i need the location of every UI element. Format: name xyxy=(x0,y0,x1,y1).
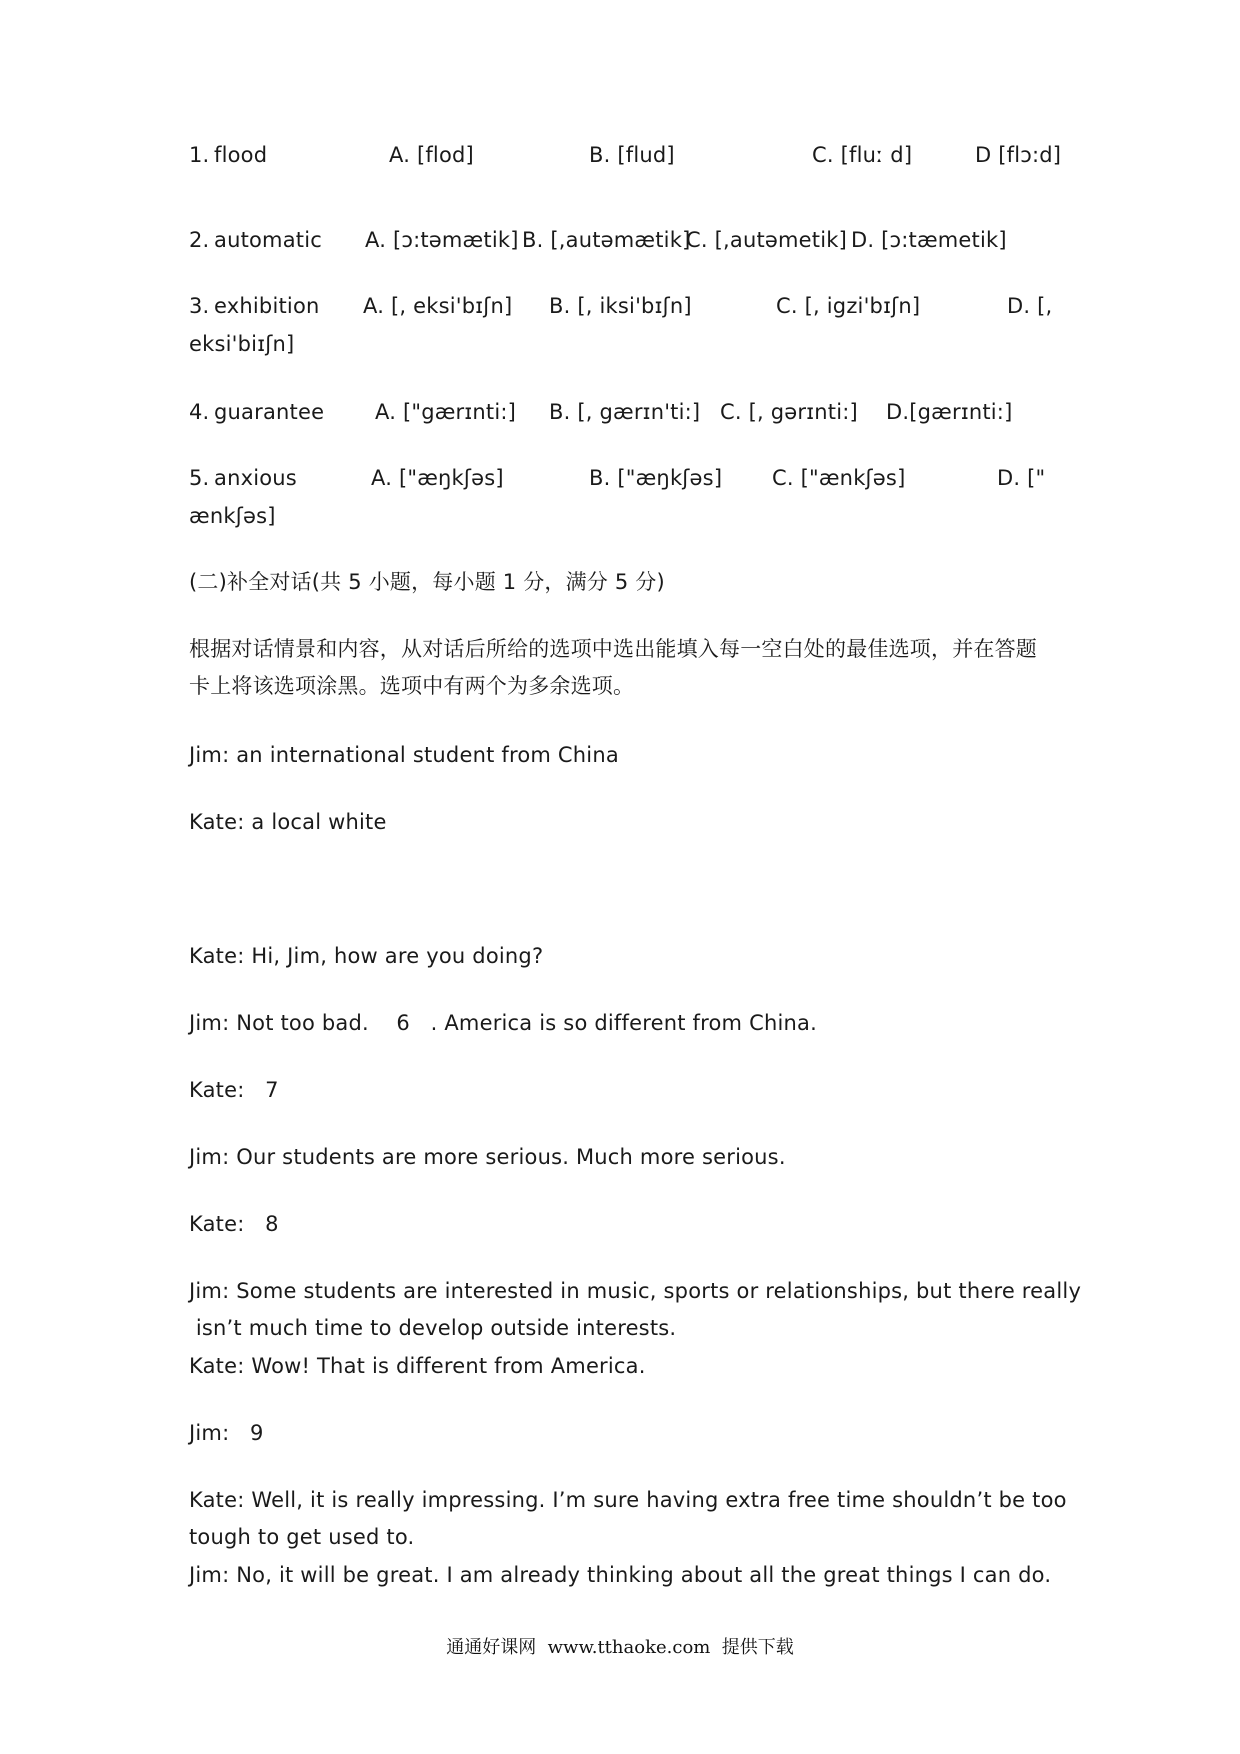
dialogue-line: Kate: 7 xyxy=(189,1078,279,1102)
option-b: B. [, iksi'bɪʃn] xyxy=(549,294,692,318)
question-number: 4. xyxy=(189,400,210,424)
option-a: A. ["æŋkʃəs] xyxy=(371,466,504,490)
option-b: B. [,autəmætik] xyxy=(522,228,691,252)
role-jim: Jim: an international student from China xyxy=(189,743,619,767)
option-c: C. [,autəmetik] xyxy=(686,228,848,252)
option-c: C. ["ænkʃəs] xyxy=(772,466,906,490)
option-a: A. [flod] xyxy=(389,143,474,167)
option-b: B. ["æŋkʃəs] xyxy=(589,466,723,490)
option-c: C. [, gərɪnti:] xyxy=(720,400,858,424)
instruction-line-2: 卡上将该选项涂黑。选项中有两个为多余选项。 xyxy=(189,674,635,698)
question-number: 3. xyxy=(189,294,210,318)
option-b: B. [, gærɪn'ti:] xyxy=(549,400,701,424)
option-b: B. [flud] xyxy=(589,143,675,167)
dialogue-line: isn’t much time to develop outside interests. xyxy=(189,1316,677,1340)
dialogue-line: Kate: Wow! That is different from America. xyxy=(189,1354,646,1378)
dialogue-line: Jim: Some students are interested in music, sports or relationships, but there really xyxy=(189,1279,1082,1303)
option-a: A. [ɔ:təmætik] xyxy=(365,228,519,252)
option-c: C. [, igzi'bɪʃn] xyxy=(776,294,921,318)
dialogue-line: Jim: No, it will be great. I am already thinking about all the great things I can do. xyxy=(189,1563,1052,1587)
question-3-continuation: eksi'biɪʃn] xyxy=(189,332,295,356)
option-a: A. ["gærɪnti:] xyxy=(375,400,517,424)
dialogue-line: Kate: Well, it is really impressing. I’m sure having extra free time shouldn’t be too xyxy=(189,1488,1067,1512)
option-d: D. [" xyxy=(997,466,1046,490)
option-d: D [flɔ:d] xyxy=(975,143,1062,167)
dialogue-line: Jim: Not too bad. 6 . America is so different from China. xyxy=(189,1011,817,1035)
question-number: 1. xyxy=(189,143,210,167)
option-d: D. [, xyxy=(1007,294,1053,318)
question-word: automatic xyxy=(214,228,322,252)
footer-credit: 通通好课网 www.tthaoke.com 提供下载 xyxy=(446,1637,794,1658)
section-heading: (二)补全对话(共 5 小题，每小题 1 分，满分 5 分) xyxy=(189,570,665,594)
dialogue-line: Kate: 8 xyxy=(189,1212,279,1236)
dialogue-line: Kate: Hi, Jim, how are you doing? xyxy=(189,944,544,968)
option-d: D.[gærɪnti:] xyxy=(886,400,1013,424)
question-word: guarantee xyxy=(214,400,325,424)
dialogue-line: Jim: Our students are more serious. Much more serious. xyxy=(189,1145,786,1169)
question-word: anxious xyxy=(214,466,297,490)
question-5-continuation: ænkʃəs] xyxy=(189,504,276,528)
dialogue-line: tough to get used to. xyxy=(189,1525,415,1549)
option-d: D. [ɔ:tæmetik] xyxy=(851,228,1007,252)
instruction-line-1: 根据对话情景和内容，从对话后所给的选项中选出能填入每一空白处的最佳选项，并在答题 xyxy=(189,637,1037,661)
question-word: exhibition xyxy=(214,294,320,318)
question-number: 5. xyxy=(189,466,210,490)
question-word: flood xyxy=(214,143,268,167)
question-number: 2. xyxy=(189,228,210,252)
option-a: A. [, eksi'bɪʃn] xyxy=(363,294,513,318)
dialogue-line: Jim: 9 xyxy=(189,1421,264,1445)
role-kate: Kate: a local white xyxy=(189,810,387,834)
option-c: C. [fluː d] xyxy=(812,143,913,167)
